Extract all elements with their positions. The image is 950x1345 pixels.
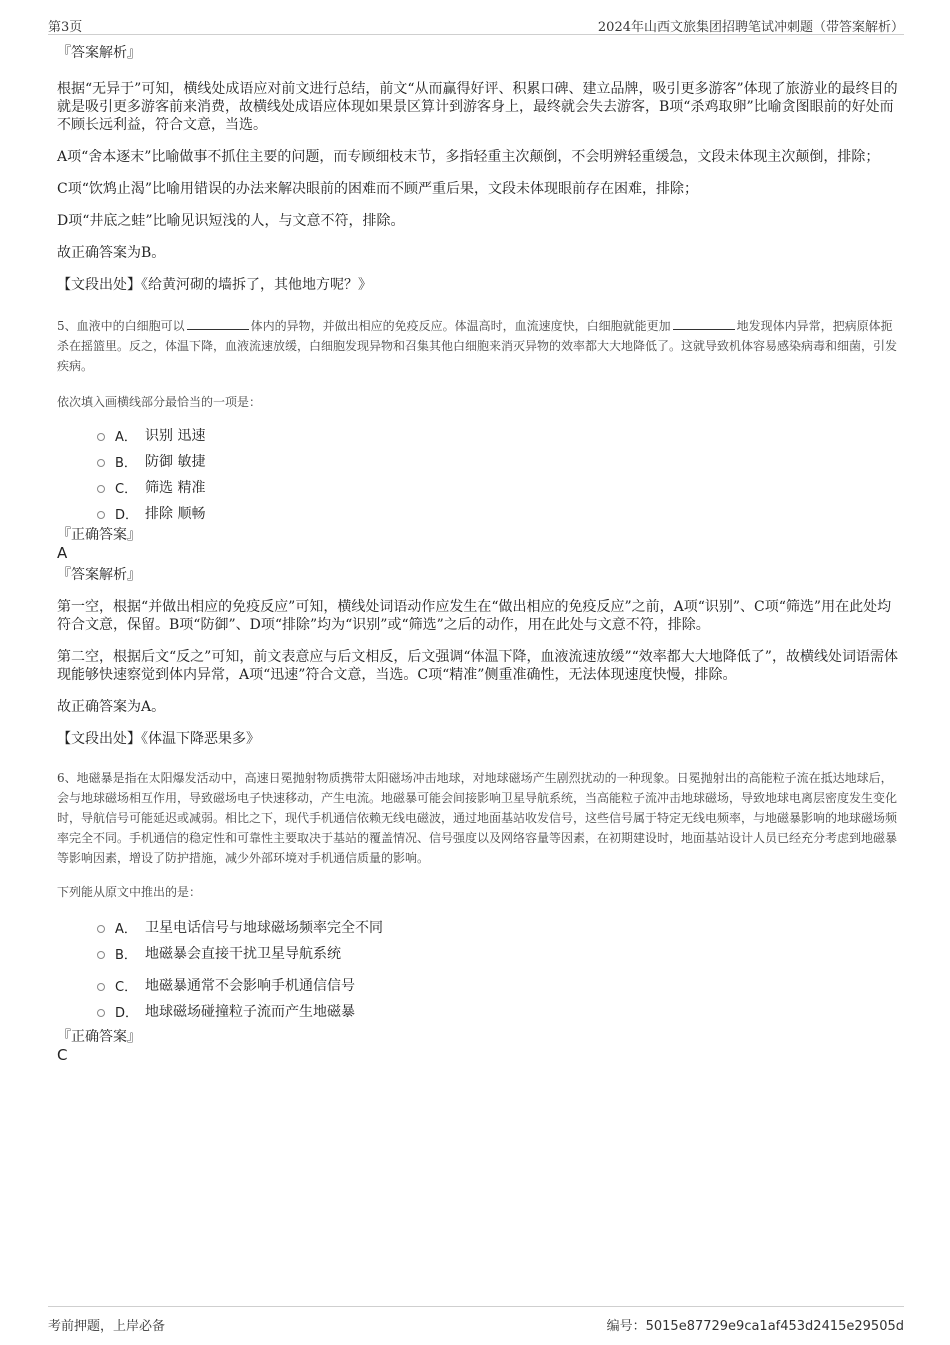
q5-source: 【文段出处】《体温下降恶果多》 — [57, 731, 260, 747]
q5-option-a[interactable] — [97, 422, 904, 448]
q5-analysis-p1: 第一空，根据“并做出相应的免疫反应”可知，横线处词语动作应发生在“做出相应的免疫反应”之前，A项“识别”、C项“筛选”用在此处均符合文意，保留。B项“防御”、D项“排除”均为“识别”或“筛选”之后的动作，用在此处与文意不符，排除。 — [57, 599, 892, 633]
option-key: C． — [115, 979, 138, 995]
radio-icon[interactable] — [97, 983, 105, 991]
option-text: 地磁暴通常不会影响手机通信信号 — [145, 978, 355, 994]
footer-code-value: 5015e87729e9ca1af453d2415e29505d — [645, 1319, 904, 1334]
q6-options — [97, 914, 904, 1024]
q4-conclusion: 故正确答案为B。 — [57, 245, 166, 261]
option-key: B． — [115, 947, 137, 963]
q6-option-a[interactable] — [97, 914, 904, 940]
option-text: 筛选 精准 — [145, 480, 206, 496]
document-title: 2024年山西文旅集团招聘笔试冲刺题（带答案解析） — [597, 20, 904, 35]
option-key: B． — [115, 455, 137, 471]
q5-stem-part2: 体内的异物，并做出相应的免疫反应。体温高时，血流速度快，白细胞就能更加 — [250, 319, 671, 333]
footer-slogan: 考前押题，上岸必备 — [48, 1319, 166, 1334]
q5-option-d[interactable] — [97, 500, 904, 526]
q5-analysis-label: 『答案解析』 — [57, 567, 141, 583]
footer-code-label: 编号： — [606, 1319, 646, 1334]
option-key: A． — [115, 921, 137, 937]
page-content — [57, 44, 904, 1064]
radio-icon[interactable] — [97, 925, 105, 933]
q6-option-d[interactable] — [97, 998, 904, 1024]
q4-analysis-label: 『答案解析』 — [57, 45, 141, 61]
radio-icon[interactable] — [97, 459, 105, 467]
q5-stem — [57, 316, 904, 376]
page-header — [48, 12, 904, 35]
q4-analysis-p3: C项“饮鸩止渴”比喻用错误的办法来解决眼前的困难而不顾严重后果，文段未体现眼前存在困难，排除； — [57, 181, 699, 197]
radio-icon[interactable] — [97, 951, 105, 959]
q5-prompt: 依次填入画横线部分最恰当的一项是： — [57, 395, 262, 409]
q5-blank-2 — [673, 317, 735, 330]
q6-option-b[interactable] — [97, 940, 904, 966]
page-footer — [48, 1306, 904, 1335]
radio-icon[interactable] — [97, 485, 105, 493]
q5-analysis-p2: 第二空，根据后文“反之”可知，前文表意应与后文相反，后文强调“体温下降，血液流速放缓”“效率都大大地降低了”，故横线处词语需体现能够快速察觉到体内异常，A项“迅速”符合文意，当选。C项“精准”侧重准确性，无法体现速度快慢，排除。 — [57, 649, 898, 683]
q5-correct-answer: A — [57, 544, 68, 562]
q5-stem-part1: 5、血液中的白细胞可以 — [57, 319, 185, 333]
q5-option-c[interactable] — [97, 474, 904, 500]
page-number: 第3页 — [48, 20, 83, 35]
radio-icon[interactable] — [97, 1009, 105, 1017]
q6-prompt: 下列能从原文中推出的是： — [57, 885, 202, 899]
option-key: D． — [115, 507, 139, 523]
q4-analysis-p1: 根据“无异于”可知，横线处成语应对前文进行总结，前文“从而赢得好评、积累口碑、建立品牌，吸引更多游客”体现了旅游业的最终目的就是吸引更多游客前来消费，故横线处成语应体现如果景区算计到游客身上，最终就会失去游客，B项“杀鸡取卵”比喻贪图眼前的好处而不顾长远利益，符合文意，当选。 — [57, 81, 898, 133]
option-text: 地磁暴会直接干扰卫星导航系统 — [145, 946, 341, 962]
radio-icon[interactable] — [97, 511, 105, 519]
q4-analysis-p2: A项“舍本逐末”比喻做事不抓住主要的问题，而专顾细枝末节，多指轻重主次颠倒，不会明辨轻重缓急，文段未体现主次颠倒，排除； — [57, 149, 880, 165]
option-key: A． — [115, 429, 137, 445]
option-key: D． — [115, 1005, 139, 1021]
q5-options — [97, 422, 904, 526]
q6-option-c[interactable] — [97, 972, 904, 998]
footer-code — [607, 1315, 904, 1334]
q4-analysis-p4: D项“井底之蛙”比喻见识短浅的人，与文意不符，排除。 — [57, 213, 405, 229]
q5-correct-label: 『正确答案』 — [57, 527, 141, 543]
q5-blank-1 — [187, 317, 249, 330]
option-text: 识别 迅速 — [145, 428, 206, 444]
q5-conclusion: 故正确答案为A。 — [57, 699, 166, 715]
radio-icon[interactable] — [97, 433, 105, 441]
option-text: 排除 顺畅 — [145, 506, 206, 522]
q6-correct-label: 『正确答案』 — [57, 1029, 141, 1045]
q6-correct-answer: C — [57, 1046, 68, 1064]
q5-option-b[interactable] — [97, 448, 904, 474]
q4-source: 【文段出处】《给黄河砌的墙拆了，其他地方呢？》 — [57, 277, 372, 293]
option-text: 防御 敏捷 — [145, 454, 206, 470]
option-key: C． — [115, 481, 138, 497]
option-text: 卫星电话信号与地球磁场频率完全不同 — [145, 920, 383, 936]
q5-stem-part3: 地发现体内异常，把病原体扼杀在摇篮里。反之，体温下降，血液流速放缓，白细胞发现异物和召集其他白细胞来消灭异物的效率都大大地降低了。这就导致机体容易感染病毒和细菌，引发疾病。 — [57, 319, 898, 373]
q6-stem: 6、地磁暴是指在太阳爆发活动中，高速日冕抛射物质携带太阳磁场冲击地球，对地球磁场产生剧烈扰动的一种现象。日冕抛射出的高能粒子流在抵达地球后，会与地球磁场相互作用，导致磁场电子快速移动，产生电流。地磁暴可能会间接影响卫星导航系统，当高能粒子流冲击地球磁场，导致地球电离层密度发生变化时，导航信号可能延迟或减弱。相比之下，现代手机通信依赖无线电磁波，通过地面基站收发信号，这些信号属于特定无线电频率，与地磁暴影响的地球磁场频率完全不同。手机通信的稳定性和可靠性主要取决于基站的覆盖情况、信号强度以及网络容量等因素，在初期建设时，地面基站设计人员已经充分考虑到地磁暴等影响因素，增设了防护措施，减少外部环境对手机通信质量的影响。 — [57, 771, 898, 865]
option-text: 地球磁场碰撞粒子流而产生地磁暴 — [145, 1004, 355, 1020]
